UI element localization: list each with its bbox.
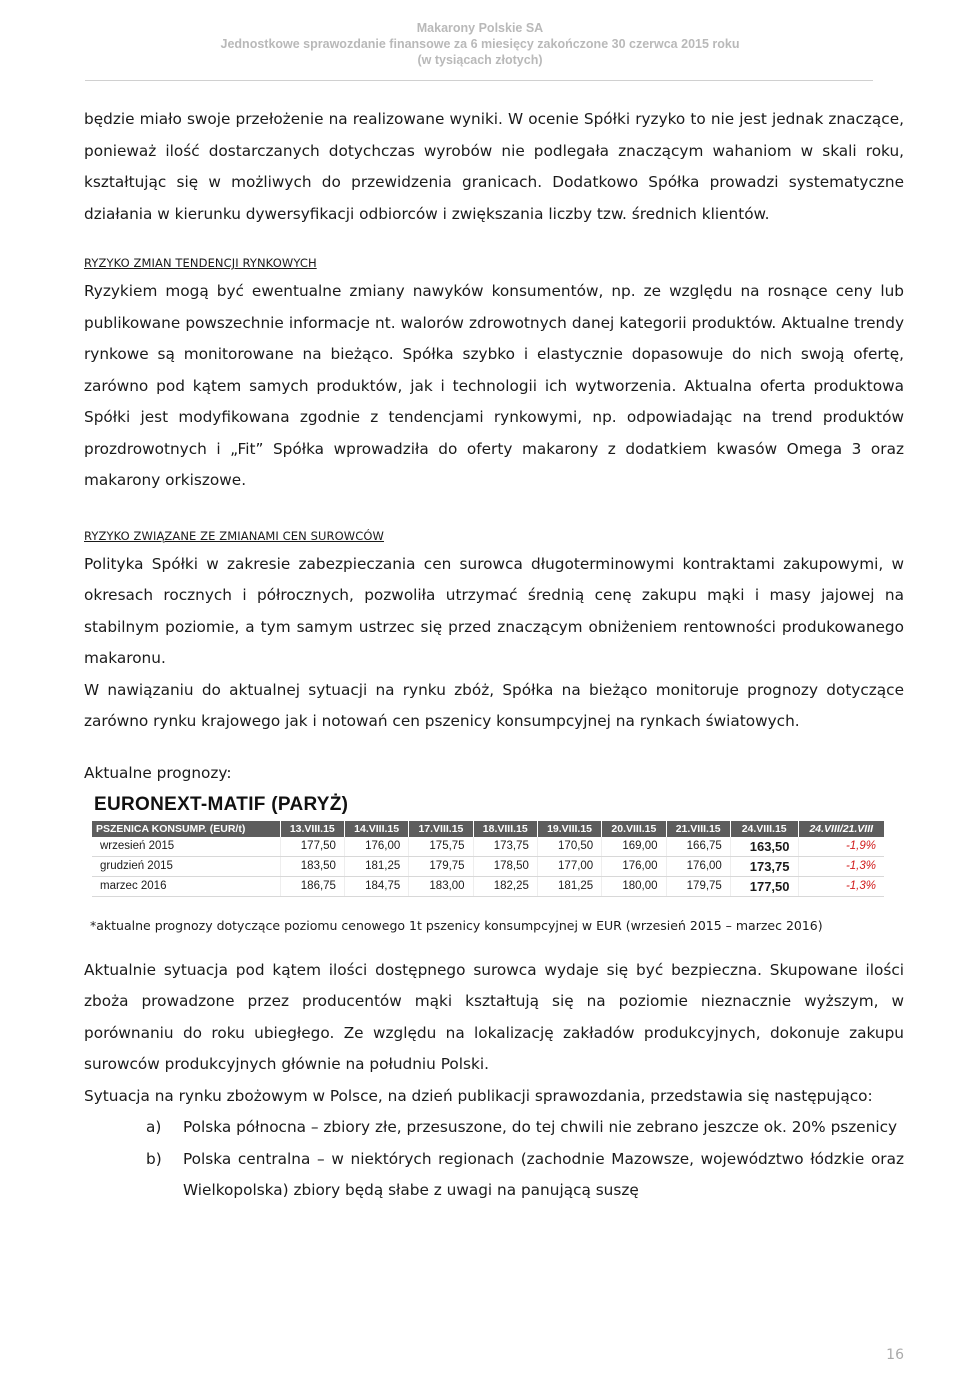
table-header-date: 20.VIII.15 [602, 821, 666, 837]
table-cell: 177,50 [280, 837, 344, 857]
header-units: (w tysiącach złotych) [417, 53, 543, 67]
list-item-text: Polska centralna – w niektórych regionach (zachodnie Mazowsze, województwo łódzkie oraz Wielkopolska) zbiory będą słabe z uwagi na panującą suszę [183, 1149, 904, 1199]
paragraph-raw-materials-2: W nawiązaniu do aktualnej sytuacji na rynku zbóż, Spółka na bieżąco monitoruje prognozy dotyczące zarówno rynku krajowego jak i notowań cen pszenicy konsumpcyjnej na rynkach światowych. [84, 680, 904, 730]
table-header-date: 24.VIII.15 [730, 821, 798, 837]
table-footnote: *aktualne prognozy dotyczące poziomu cenowego 1t pszenicy konsumpcyjnej w EUR (wrzesień 2015 – marzec 2016) [90, 917, 823, 933]
paragraph-supply: Aktualnie sytuacja pod kątem ilości dostępnego surowca wydaje się być bezpieczna. Skupowane ilości zboża prowadzone przez producentów mąki kształtują się na poziomie nieznacznie wyższym, w porównaniu do roku ubiegłego. Ze względu na lokalizację zakładów produkcyjnych, dokonuje zakupu surowców produkcyjnych głównie na południu Polski. [84, 960, 904, 1073]
paragraph-intro: będzie miało swoje przełożenie na realizowane wyniki. W ocenie Spółki ryzyko to nie jest jednak znaczące, ponieważ ilość dostarczanych dotychczas wyrobów nie podlegała znaczącym wahaniom w skali roku, kształtując się w możliwych do przewidzenia granicach. Dodatkowo Spółka prowadzi systematyczne działania w kierunku dywersyfikacji odbiorców i zwiększania liczby tzw. średnich klientów. [84, 110, 904, 223]
table-row-label: grudzień 2015 [92, 856, 280, 876]
header-divider [85, 80, 873, 81]
section-title-raw-materials: RYZYKO ZWIĄZANE ZE ZMIANAMI CEN SUROWCÓW [84, 528, 385, 543]
table-cell: 179,75 [409, 856, 473, 876]
table-header-date: 18.VIII.15 [473, 821, 537, 837]
paragraph-raw-materials-1: Polityka Spółki w zakresie zabezpieczania cen surowca długoterminowymi kontraktami zakupowymi, w okresach rocznych i półrocznych, pozwoliła utrzymać średnią cenę zakupu mąki i masy jajowej na stabilnym poziomie, a tym samym ustrzec się przed znaczącym obniżeniem rentowności produkowanego makaronu. [84, 554, 904, 667]
table-cell: 176,00 [666, 856, 730, 876]
list-item-text: Polska północna – zbiory złe, przesuszone, do tej chwili nie zebrano jeszcze ok. 20% pszenicy [183, 1118, 898, 1136]
table-cell-change: -1,3% [798, 876, 884, 896]
table-cell-latest: 163,50 [730, 837, 798, 857]
table-cell-change: -1,9% [798, 837, 884, 857]
table-row [92, 876, 884, 896]
table-cell: 181,25 [537, 876, 601, 896]
paragraph-grain-market: Sytuacja na rynku zbożowym w Polsce, na dzień publikacji sprawozdania, przedstawia się następująco: [84, 1086, 873, 1105]
table-cell: 180,00 [602, 876, 666, 896]
region-list [84, 1112, 904, 1207]
table-header-date: 13.VIII.15 [280, 821, 344, 837]
table-cell: 177,00 [537, 856, 601, 876]
table-cell: 181,25 [344, 856, 408, 876]
table-row [92, 856, 884, 876]
header-report-title: Jednostkowe sprawozdanie finansowe za 6 miesięcy zakończone 30 czerwca 2015 roku [220, 37, 740, 51]
table-cell: 170,50 [537, 837, 601, 857]
table-row [92, 837, 884, 857]
table-cell: 183,50 [280, 856, 344, 876]
page-header [0, 20, 960, 68]
list-item [84, 1112, 904, 1144]
list-marker: a) [146, 1118, 162, 1136]
table-cell: 173,75 [473, 837, 537, 857]
page-number: 16 [886, 1347, 904, 1363]
table-cell: 182,25 [473, 876, 537, 896]
table-header-date: 24.VIII/21.VIII [798, 821, 884, 837]
table-cell: 175,75 [409, 837, 473, 857]
table-cell: 176,00 [602, 856, 666, 876]
table-cell: 178,50 [473, 856, 537, 876]
list-marker: b) [146, 1149, 162, 1168]
table-cell: 166,75 [666, 837, 730, 857]
table-header-date: 14.VIII.15 [344, 821, 408, 837]
paragraph-market-trends: Ryzykiem mogą być ewentualne zmiany nawyków konsumentów, np. ze względu na rosnące ceny lub publikowane powszechnie informacje nt. walorów zdrowotnych danej kategorii produktów. Aktualne trendy rynkowe są monitorowane na bieżąco. Spółka szybko i elastycznie dopasowuje do nich swoją ofertę, zarówno pod kątem samych produktów, jak i technologii ich wytworzenia. Aktualna oferta produktowa Spółki jest modyfikowana zgodnie z tendencjami rynkowymi, np. odpowiadając na trend produktów prozdrowotnych i „Fit” Spółka wprowadziła do oferty makarony z dodatkiem kwasów Omega 3 oraz makarony orkiszowe. [84, 282, 904, 489]
table-row-label: marzec 2016 [92, 876, 280, 896]
table-cell: 169,00 [602, 837, 666, 857]
table-row-label: wrzesień 2015 [92, 837, 280, 857]
table-cell: 183,00 [409, 876, 473, 896]
header-company: Makarony Polskie SA [416, 21, 544, 35]
matif-price-table [92, 794, 884, 903]
table-header-date: 17.VIII.15 [409, 821, 473, 837]
list-item [84, 1144, 904, 1207]
forecast-label: Aktualne prognozy: [84, 763, 232, 782]
page-content [84, 104, 904, 1207]
price-table [92, 821, 884, 897]
table-cell-change: -1,3% [798, 856, 884, 876]
section-title-market-trends: RYZYKO ZMIAN TENDENCJI RYNKOWYCH [84, 256, 317, 270]
table-cell: 184,75 [344, 876, 408, 896]
table-cell-latest: 173,75 [730, 856, 798, 876]
table-header-label: PSZENICA KONSUMP. (EUR/t) [92, 821, 280, 837]
table-cell: 179,75 [666, 876, 730, 896]
table-header-date: 19.VIII.15 [537, 821, 601, 837]
table-cell: 186,75 [280, 876, 344, 896]
table-title: EURONEXT-MATIF (PARYŻ) [94, 793, 349, 815]
table-header-date: 21.VIII.15 [666, 821, 730, 837]
table-cell: 176,00 [344, 837, 408, 857]
table-header-row [92, 821, 884, 837]
table-cell-latest: 177,50 [730, 876, 798, 896]
